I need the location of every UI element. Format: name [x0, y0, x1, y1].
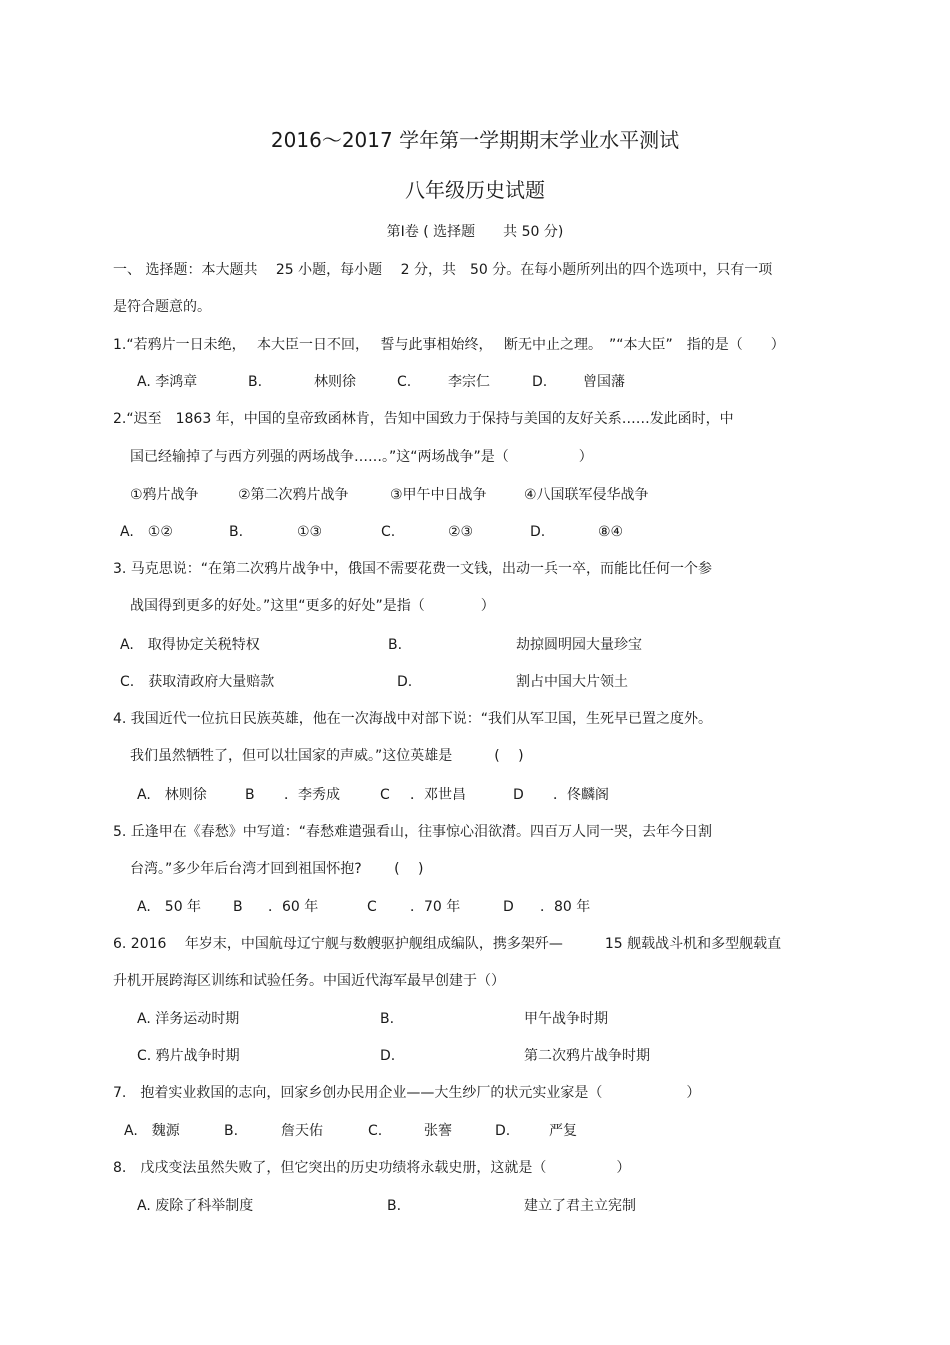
question-8-stem: 8. 戊戌变法虽然失败了，但它突出的历史功绩将永载史册，这就是（ ） [113, 1160, 631, 1176]
q1-option-d-text: 曾国藩 [583, 374, 625, 390]
q3-option-b-label: B. [388, 637, 403, 653]
q6-option-d-label: D. [380, 1048, 396, 1064]
q7-option-b-label: B. [224, 1123, 239, 1139]
q3-option-a: A. 取得协定关税特权 [120, 637, 260, 653]
q3-option-d-text: 割占中国大片领土 [516, 674, 628, 690]
q5-option-b-text: ．60 年 [268, 899, 319, 915]
question-4-stem-line-2: 我们虽然牺牲了，但可以壮国家的声威。”这位英雄是 ( ) [130, 748, 524, 764]
q1-option-d-label: D. [532, 374, 548, 390]
question-4-stem-line-1: 4. 我国近代一位抗日民族英雄，他在一次海战中对部下说：“我们从军卫国，生死早已置之度外。 [113, 711, 713, 727]
exam-subtitle: 八年级历史试题 [405, 178, 545, 202]
q2-option-c-label: C. [381, 524, 396, 540]
q2-option-a: A. ①② [120, 524, 173, 540]
q4-option-b-text: ．李秀成 [284, 787, 340, 803]
q7-option-d-label: D. [495, 1123, 511, 1139]
instructions-line-2: 是符合题意的。 [113, 299, 211, 315]
q5-option-a: A. 50 年 [137, 899, 202, 915]
q6-option-d-text: 第二次鸦片战争时期 [524, 1048, 650, 1064]
q8-option-a: A. 废除了科举制度 [137, 1198, 254, 1214]
exam-title: 2016～2017 学年第一学期期末学业水平测试 [270, 128, 680, 152]
q1-option-c-text: 李宗仁 [448, 374, 490, 390]
q5-option-d-text: ．80 年 [540, 899, 591, 915]
question-2-stem-line-2: 国已经输掉了与西方列强的两场战争……。”这“两场战争”是（ ） [130, 449, 593, 465]
q4-option-c-label: C [380, 787, 390, 803]
q7-option-c-label: C. [368, 1123, 383, 1139]
q6-option-b-text: 甲午战争时期 [524, 1011, 608, 1027]
question-3-stem-line-1: 3. 马克思说：“在第二次鸦片战争中，俄国不需要花费一文钱，出动一兵一卒，而能比任何一个参 [113, 561, 713, 577]
q4-option-b-label: B [245, 787, 255, 803]
question-5-stem-line-1: 5. 丘逢甲在《春愁》中写道：“春愁难遣强看山，往事惊心泪欲潸。四百万人同一哭，去年今日割 [113, 824, 713, 840]
q3-option-b-text: 劫掠圆明园大量珍宝 [516, 637, 642, 653]
question-2-stem-line-1: 2.“迟至 1863 年，中国的皇帝致函林肯，告知中国致力于保持与美国的友好关系……发此函时，中 [113, 411, 734, 427]
question-6-stem-line-1: 6. 2016 年岁末，中国航母辽宁舰与数艘驱护舰组成编队，携多架歼— 15 舰载战斗机和多型舰载直 [113, 936, 782, 952]
q7-option-d-text: 严复 [549, 1123, 577, 1139]
q1-option-c-label: C. [397, 374, 412, 390]
q4-option-a: A. 林则徐 [137, 787, 207, 803]
q2-option-b-text: ①③ [297, 524, 323, 540]
q1-option-b-text: 林则徐 [314, 374, 356, 390]
question-5-stem-line-2: 台湾。”多少年后台湾才回到祖国怀抱? ( ) [130, 861, 424, 877]
q1-option-b-label: B. [248, 374, 263, 390]
q6-option-c: C. 鸦片战争时期 [137, 1048, 240, 1064]
q7-option-c-text: 张謇 [424, 1123, 452, 1139]
q4-option-c-text: ．邓世昌 [410, 787, 466, 803]
section-heading: 第Ⅰ卷 ( 选择题 共 50 分) [386, 224, 564, 240]
q3-option-d-label: D. [397, 674, 413, 690]
q2-option-b-label: B. [229, 524, 244, 540]
q5-option-c-text: ．70 年 [410, 899, 461, 915]
q7-option-b-text: 詹天佑 [281, 1123, 323, 1139]
q8-option-b-label: B. [387, 1198, 402, 1214]
q1-option-a: A. 李鸿章 [137, 374, 198, 390]
q4-option-d-text: ．佟麟阁 [553, 787, 609, 803]
q5-option-b-label: B [233, 899, 243, 915]
q2-option-c-text: ②③ [448, 524, 474, 540]
instructions-line-1: 一、 选择题：本大题共 25 小题，每小题 2 分，共 50 分。在每小题所列出的四个选项中，只有一项 [113, 262, 773, 278]
q2-item-2: ②第二次鸦片战争 [238, 487, 349, 503]
question-6-stem-line-2: 升机开展跨海区训练和试验任务。中国近代海军最早创建于（） [113, 973, 505, 989]
question-3-stem-line-2: 战国得到更多的好处。”这里“更多的好处”是指（ ） [130, 598, 495, 614]
q3-option-c: C. 获取清政府大量赔款 [120, 674, 275, 690]
q2-option-d-text: ⑧④ [598, 524, 624, 540]
question-1-stem: 1.“若鸦片一日未绝， 本大臣一日不回， 誓与此事相始终， 断无中止之理。 ”“本大臣” 指的是（ ） [113, 337, 785, 353]
q2-item-3: ③甲午中日战争 [390, 487, 487, 503]
q8-option-b-text: 建立了君主立宪制 [524, 1198, 636, 1214]
q2-item-4: ④八国联军侵华战争 [524, 487, 649, 503]
q4-option-d-label: D [513, 787, 524, 803]
q2-item-1: ①鸦片战争 [130, 487, 199, 503]
q5-option-d-label: D [503, 899, 514, 915]
q6-option-a: A. 洋务运动时期 [137, 1011, 240, 1027]
q5-option-c-label: C [367, 899, 377, 915]
q7-option-a: A. 魏源 [124, 1123, 180, 1139]
q6-option-b-label: B. [380, 1011, 395, 1027]
q2-option-d-label: D. [530, 524, 546, 540]
question-7-stem: 7. 抱着实业救国的志向，回家乡创办民用企业——大生纱厂的状元实业家是（ ） [113, 1085, 701, 1101]
